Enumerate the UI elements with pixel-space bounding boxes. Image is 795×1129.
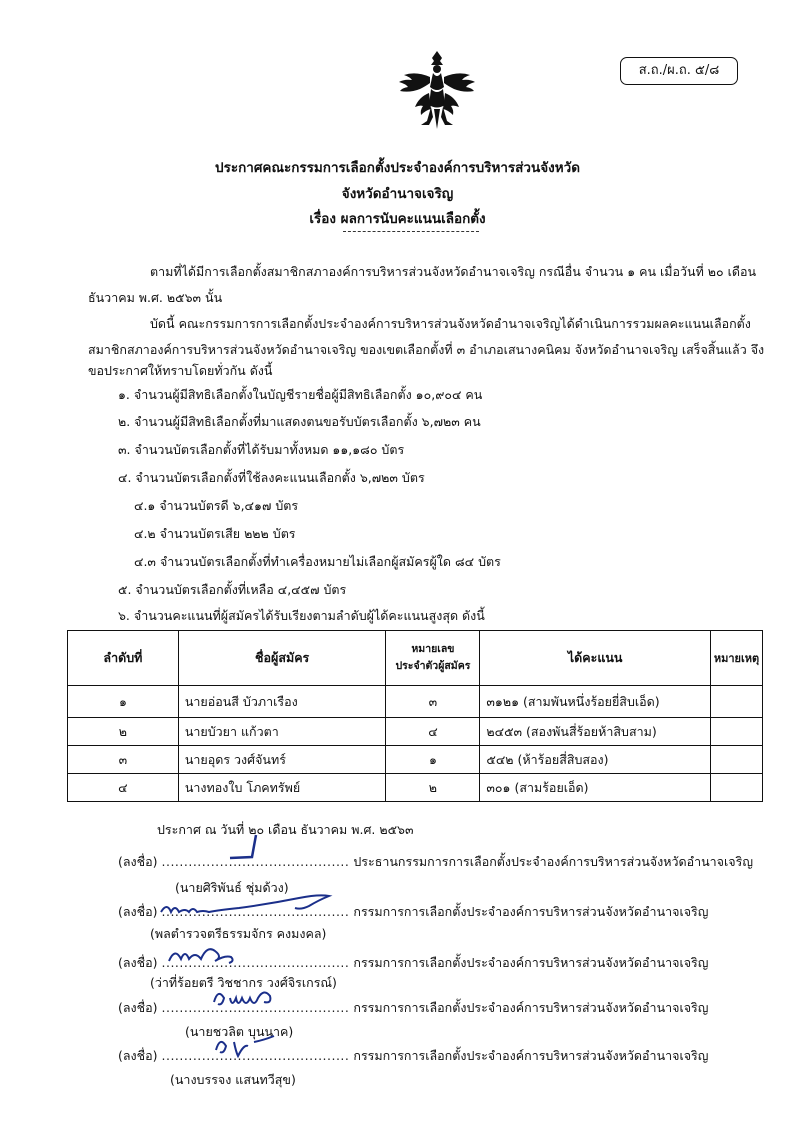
item-spoiled-ballots: ๔.๒ จำนวนบัตรเสีย ๒๒๒ บัตร (134, 526, 296, 541)
col-header-remark: หมายเหตุ (710, 631, 762, 686)
cell-rank: ๑ (68, 686, 179, 718)
cell-remark (710, 774, 762, 802)
para2-line2: สมาชิกสภาองค์การบริหารส่วนจังหวัดอำนาจเจริญ ของเขตเลือกตั้งที่ ๓ อำเภอเสนางคนิคม จังหวัดอำนาจเจริญ เสร็จสิ้นแล้ว จึง (88, 342, 765, 357)
signature-role: กรรมการการเลือกตั้งประจำองค์การบริหารส่วนจังหวัดอำนาจเจริญ (353, 955, 709, 970)
signature-label: (ลงชื่อ) (118, 904, 158, 919)
signature-role: กรรมการการเลือกตั้งประจำองค์การบริหารส่วนจังหวัดอำนาจเจริญ (353, 1000, 709, 1015)
para2-line1: บัดนี้ คณะกรรมการการเลือกตั้งประจำองค์การบริหารส่วนจังหวัดอำนาจเจริญได้ดำเนินการรวมผลคะแนนเลือกตั้ง (150, 316, 751, 331)
signature-mark-member-4 (212, 1028, 282, 1060)
signatory-name-member-1: (พลตำรวจตรีธรรมจักร คงมงคล) (150, 926, 327, 941)
signature-line-chairman (118, 852, 753, 872)
signature-label: (ลงชื่อ) (118, 955, 158, 970)
item-candidate-scores: ๖. จำนวนคะแนนที่ผู้สมัครได้รับเรียงตามลำดับผู้ได้คะแนนสูงสุด ดังนี้ (118, 608, 485, 623)
signature-mark-member-2 (165, 935, 245, 969)
col-header-number-line1: หมายเลข (411, 643, 455, 655)
announcement-subject: เรื่อง ผลการนับคะแนนเลือกตั้ง (309, 211, 486, 227)
cell-remark (710, 718, 762, 746)
table-row (68, 686, 763, 718)
announcement-title-line1: ประกาศคณะกรรมการเลือกตั้งประจำองค์การบริหารส่วนจังหวัด (215, 160, 580, 176)
signature-line-member-4 (118, 1046, 708, 1066)
signatory-name-member-3: (นายชวลิต บุนนาค) (185, 1024, 294, 1039)
item-eligible-voters: ๑. จำนวนผู้มีสิทธิเลือกตั้งในบัญชีรายชื่อผู้มีสิทธิเลือกตั้ง ๑๐,๙๐๔ คน (118, 387, 483, 402)
signature-mark-member-3 (210, 982, 280, 1012)
cell-name: นายอุดร วงศ์จันทร์ (178, 746, 386, 774)
para2-line3: ขอประกาศให้ทราบโดยทั่วกัน ดังนี้ (88, 363, 273, 378)
signature-label: (ลงชื่อ) (118, 1000, 158, 1015)
cell-votes: ๓๑๒๑ (สามพันหนึ่งร้อยยี่สิบเอ็ด) (480, 686, 711, 718)
cell-name: นายอ่อนสี บัวภาเรือง (178, 686, 386, 718)
title-divider (343, 231, 479, 232)
signature-line-member-3 (118, 998, 708, 1018)
item-ballots-received: ๓. จำนวนบัตรเลือกตั้งที่ได้รับมาทั้งหมด ๑๑,๑๘๐ บัตร (118, 442, 405, 457)
col-header-name: ชื่อผู้สมัคร (178, 631, 386, 686)
item-remaining-ballots: ๕. จำนวนบัตรเลือกตั้งที่เหลือ ๔,๔๕๗ บัตร (118, 582, 347, 597)
cell-number: ๒ (386, 774, 480, 802)
cell-rank: ๔ (68, 774, 179, 802)
signature-role: กรรมการการเลือกตั้งประจำองค์การบริหารส่วนจังหวัดอำนาจเจริญ (353, 1048, 709, 1063)
col-header-rank: ลำดับที่ (68, 631, 179, 686)
cell-remark (710, 746, 762, 774)
cell-votes: ๒๔๕๓ (สองพันสี่ร้อยห้าสิบสาม) (480, 718, 711, 746)
garuda-emblem-icon (395, 47, 479, 133)
cell-number: ๓ (386, 686, 480, 718)
table-row (68, 718, 763, 746)
cell-name: นายบัวยา แก้วตา (178, 718, 386, 746)
cell-name: นางทองใบ โภคทรัพย์ (178, 774, 386, 802)
cell-remark (710, 686, 762, 718)
signature-label: (ลงชื่อ) (118, 854, 158, 869)
signature-dots: .......................................... (161, 955, 350, 970)
cell-rank: ๓ (68, 746, 179, 774)
signature-mark-chairman (220, 828, 270, 864)
results-table (67, 630, 763, 802)
item-voters-turnout: ๒. จำนวนผู้มีสิทธิเลือกตั้งที่มาแสดงตนขอรับบัตรเลือกตั้ง ๖,๗๒๓ คน (118, 414, 481, 429)
table-row (68, 774, 763, 802)
cell-votes: ๓๐๑ (สามร้อยเอ็ด) (480, 774, 711, 802)
cell-votes: ๕๔๒ (ห้าร้อยสี่สิบสอง) (480, 746, 711, 774)
announcement-title-line2: จังหวัดอำนาจเจริญ (341, 186, 454, 202)
signature-dots: .......................................... (161, 904, 350, 919)
cell-number: ๔ (386, 718, 480, 746)
item-ballots-used: ๔. จำนวนบัตรเลือกตั้งที่ใช้ลงคะแนนเลือกตั้ง ๖,๗๒๓ บัตร (118, 470, 425, 485)
item-no-vote-ballots: ๔.๓ จำนวนบัตรเลือกตั้งที่ทำเครื่องหมายไม่เลือกผู้สมัครผู้ใด ๘๔ บัตร (134, 554, 501, 569)
signature-label: (ลงชื่อ) (118, 1048, 158, 1063)
item-good-ballots: ๔.๑ จำนวนบัตรดี ๖,๔๑๗ บัตร (134, 498, 299, 513)
table-row (68, 746, 763, 774)
para1-line2: ธันวาคม พ.ศ. ๒๕๖๓ นั้น (88, 290, 223, 305)
col-header-number-line2: ประจำตัวผู้สมัคร (395, 660, 471, 672)
cell-rank: ๒ (68, 718, 179, 746)
cell-number: ๑ (386, 746, 480, 774)
signatory-name-member-4: (นางบรรจง แสนทวีสุข) (170, 1072, 296, 1087)
col-header-number (386, 631, 480, 686)
signature-dots: .......................................... (161, 854, 350, 869)
announcement-date: ประกาศ ณ วันที่ ๒๐ เดือน ธันวาคม พ.ศ. ๒๕๖๓ (157, 822, 414, 837)
signature-role: ประธานกรรมการการเลือกตั้งประจำองค์การบริหารส่วนจังหวัดอำนาจเจริญ (353, 854, 753, 869)
signature-dots: .......................................... (161, 1000, 350, 1015)
col-header-votes: ได้คะแนน (480, 631, 711, 686)
signatory-name-chairman: (นายศิริพันธ์ ชุ่มด้วง) (175, 880, 289, 895)
signature-dots: .......................................... (161, 1048, 350, 1063)
signatory-name-member-2: (ว่าที่ร้อยตรี วิชชากร วงศ์จิรเกรณ์) (150, 975, 337, 990)
signature-mark-member-1 (155, 882, 355, 920)
para1-line1: ตามที่ได้มีการเลือกตั้งสมาชิกสภาองค์การบริหารส่วนจังหวัดอำนาจเจริญ กรณีอื่น จำนวน ๑ คน เมื่อวันที่ ๒๐ เดือน (150, 264, 757, 279)
form-code-box: ส.ถ./ผ.ถ. ๕/๘ (620, 57, 738, 85)
signature-role: กรรมการการเลือกตั้งประจำองค์การบริหารส่วนจังหวัดอำนาจเจริญ (353, 904, 709, 919)
table-header-row (68, 631, 763, 686)
